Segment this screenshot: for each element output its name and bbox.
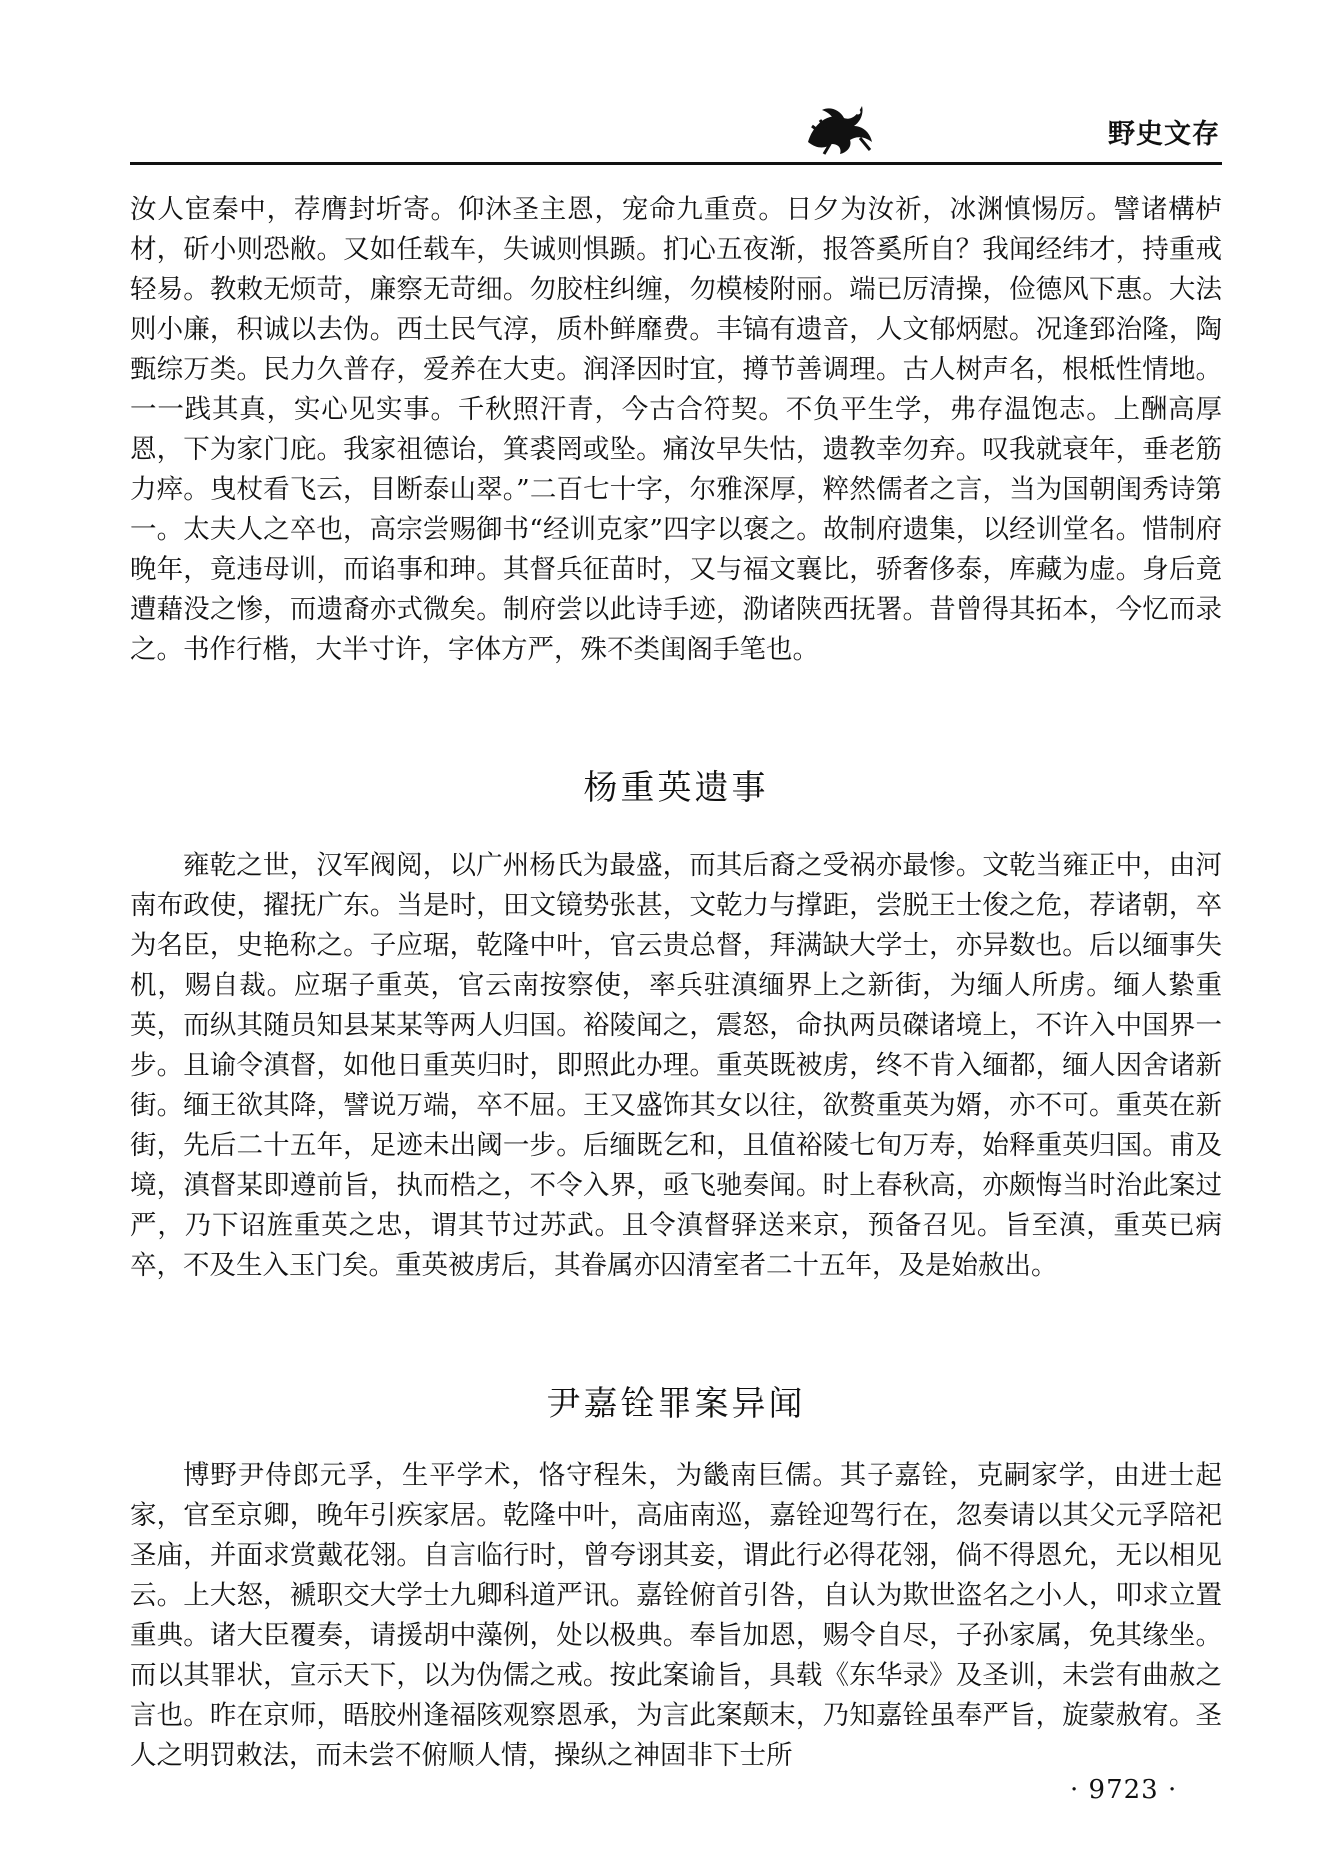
page-number: · 9723 ·: [1070, 1775, 1178, 1805]
dragon-emblem-icon: [800, 92, 880, 158]
header-title: 野史文存: [1108, 119, 1220, 150]
paragraph-yin-jiaquan: 博野尹侍郎元孚，生平学术，恪守程朱，为畿南巨儒。其子嘉铨，克嗣家学，由进士起家，官至京卿，晚年引疾家居。乾隆中叶，高庙南巡，嘉铨迎驾行在，忽奏请以其父元孚陪祀圣庙，并面求赏戴花翎。自言临行时，曾夸诩其妾，谓此行必得花翎，倘不得恩允，无以相见云。上大怒，褫职交大学士九卿科道严讯。嘉铨俯首引咎，自认为欺世盗名之小人，叩求立置重典。诸大臣覆奏，请援胡中藻例，处以极典。奉旨加恩，赐令自尽，子孙家属，免其缘坐。而以其罪状，宣示天下，以为伪儒之戒。按此案谕旨，具载《东华录》及圣训，未尝有曲赦之言也。昨在京师，晤胶州逢福陔观察恩承，为言此案颠末，乃知嘉铨虽奉严旨，旋蒙赦宥。圣人之明罚敕法，而未尝不俯顺人情，操纵之神固非下士所: [130, 1460, 1222, 1771]
section-title-yang-chongying: 杨重英遗事: [583, 768, 769, 808]
header-rule: [130, 162, 1222, 165]
paragraph-1: 汝人宦秦中，荐膺封圻寄。仰沐圣主恩，宠命九重贲。日夕为汝祈，冰渊慎惕厉。譬诸構栌材，斫小则恐敝。又如任载车，失诚则惧踬。扪心五夜渐，报答奚所自？我闻经纬才，持重戒轻易。教敕无烦苛，廉察无苛细。勿胶柱纠缠，勿模棱附丽。端已厉清操，俭德风下惠。大法则小廉，积诚以去伪。西土民气淳，质朴鲜靡费。丰镐有遗音，人文郁炳慰。况逢郅治隆，陶甄综万类。民力久普存，爱养在大吏。润泽因时宜，撙节善调理。古人树声名，根柢性情地。一一践其真，实心见实事。千秋照汗青，今古合符契。不负平生学，弗存温饱志。上酬高厚恩，下为家门庇。我家祖德诒，箕裘罔或坠。痛汝早失怙，遗教幸勿弃。叹我就衰年，垂老筋力瘁。曳杖看飞云，目断泰山翠。”二百七十字，尔雅深厚，粹然儒者之言，当为国朝闺秀诗第一。太夫人之卒也，高宗尝赐御书“经训克家”四字以褒之。故制府遗集，以经训堂名。惜制府晚年，竟违母训，而谄事和珅。其督兵征苗时，又与福文襄比，骄奢侈泰，库藏为虚。身后竟遭藉没之惨，而遗裔亦式微矣。制府尝以此诗手迹，泐诸陕西抚署。昔曾得其拓本，今忆而录之。书作行楷，大半寸许，字体方严，殊不类闺阁手笔也。: [130, 194, 1222, 665]
running-header: [800, 92, 1230, 158]
section-title-yin-jiaquan: 尹嘉铨罪案异闻: [546, 1384, 806, 1424]
paragraph-yang-chongying: 雍乾之世，汉军阀阅，以广州杨氏为最盛，而其后裔之受祸亦最惨。文乾当雍正中，由河南布政使，擢抚广东。当是时，田文镜势张甚，文乾力与撑距，尝脱王士俊之危，荐诸朝，卒为名臣，史艳称之。子应琚，乾隆中叶，官云贵总督，拜满缺大学士，亦异数也。后以缅事失机，赐自裁。应琚子重英，官云南按察使，率兵驻滇缅界上之新街，为缅人所虏。缅人絷重英，而纵其随员知县某某等两人归国。裕陵闻之，震怒，命执两员磔诸境上，不许入中国界一步。且谕令滇督，如他日重英归时，即照此办理。重英既被虏，终不肯入缅都，缅人因舍诸新街。缅王欲其降，譬说万端，卒不屈。王又盛饰其女以往，欲赘重英为婿，亦不可。重英在新街，先后二十五年，足迹未出阈一步。后缅既乞和，且值裕陵七旬万寿，始释重英归国。甫及境，滇督某即遵前旨，执而梏之，不令入界，亟飞驰奏闻。时上春秋高，亦颇悔当时治此案过严，乃下诏旌重英之忠，谓其节过苏武。且令滇督驿送来京，预备召见。旨至滇，重英已病卒，不及生入玉门矣。重英被虏后，其眷属亦囚清室者二十五年，及是始赦出。: [130, 850, 1222, 1281]
